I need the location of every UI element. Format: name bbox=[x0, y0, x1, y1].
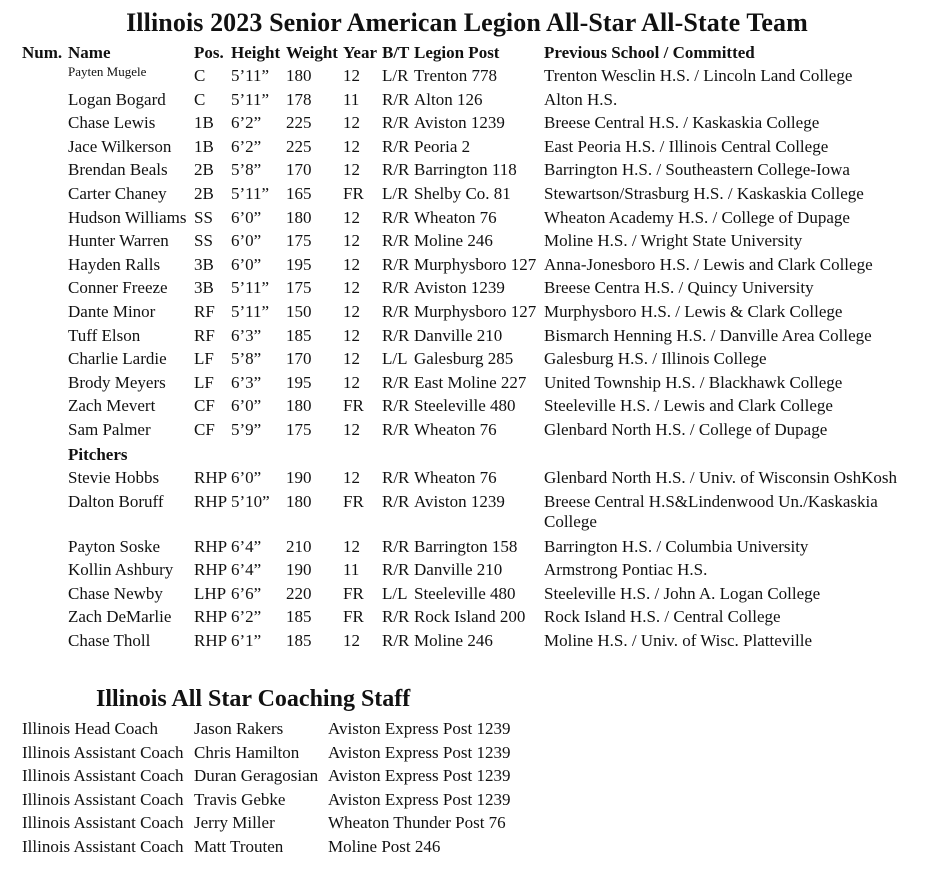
player-school: Glenbard North H.S. / College of Dupage bbox=[544, 420, 828, 439]
player-post: Wheaton 76 bbox=[414, 207, 497, 227]
player-weight: 180 bbox=[286, 396, 312, 416]
coach-role: Illinois Assistant Coach bbox=[22, 789, 184, 809]
player-post: East Moline 227 bbox=[414, 372, 527, 392]
player-school: United Township H.S. / Blackhawk College bbox=[544, 372, 843, 392]
coach-role: Illinois Head Coach bbox=[22, 719, 158, 738]
player-bt: R/R bbox=[382, 325, 410, 345]
header-bt: B/T bbox=[382, 43, 410, 62]
coach-row bbox=[0, 743, 934, 766]
header-post: Legion Post bbox=[414, 43, 500, 62]
player-pos: RF bbox=[194, 302, 215, 321]
player-school: Glenbard North H.S. / Univ. of Wisconsin OshKosh bbox=[544, 468, 897, 487]
player-post: Steeleville 480 bbox=[414, 396, 516, 416]
coach-post: Wheaton Thunder Post 76 bbox=[328, 813, 506, 833]
player-name: Tuff Elson bbox=[68, 325, 141, 345]
player-weight: 190 bbox=[286, 468, 312, 487]
player-bt: R/R bbox=[382, 160, 410, 180]
player-school: East Peoria H.S. / Illinois Central College bbox=[544, 136, 829, 156]
player-year: FR bbox=[343, 396, 364, 416]
player-name: Payton Soske bbox=[68, 537, 161, 556]
player-weight: 210 bbox=[286, 537, 312, 556]
coach-name: Matt Trouten bbox=[194, 837, 284, 856]
player-pos: 3B bbox=[194, 254, 214, 274]
player-weight: 180 bbox=[286, 207, 312, 227]
player-weight: 195 bbox=[286, 372, 312, 392]
player-year: 12 bbox=[343, 349, 360, 369]
player-weight: 180 bbox=[286, 492, 312, 511]
player-weight: 185 bbox=[286, 607, 312, 626]
player-name: Charlie Lardie bbox=[68, 349, 167, 369]
player-name: Chase Lewis bbox=[68, 113, 156, 133]
player-school: Anna-Jonesboro H.S. / Lewis and Clark College bbox=[544, 254, 873, 274]
player-weight: 175 bbox=[286, 278, 312, 298]
player-pos: 2B bbox=[194, 184, 214, 203]
player-post: Barrington 118 bbox=[414, 160, 517, 180]
table-row bbox=[0, 184, 934, 207]
player-name: Logan Bogard bbox=[68, 89, 166, 109]
player-year: 12 bbox=[343, 66, 360, 85]
player-school: Rock Island H.S. / Central College bbox=[544, 607, 781, 626]
header-year: Year bbox=[343, 43, 377, 62]
player-bt: L/R bbox=[382, 184, 409, 203]
coach-role: Illinois Assistant Coach bbox=[22, 837, 184, 856]
player-post: Barrington 158 bbox=[414, 537, 518, 556]
player-name: Zach DeMarlie bbox=[68, 607, 172, 626]
coach-role: Illinois Assistant Coach bbox=[22, 813, 184, 833]
player-name: Payten Mugele bbox=[68, 64, 147, 79]
player-bt: L/R bbox=[382, 66, 409, 85]
coach-row bbox=[0, 766, 934, 789]
player-year: 12 bbox=[343, 160, 360, 180]
header-school: Previous School / Committed bbox=[544, 43, 755, 62]
player-post: Wheaton 76 bbox=[414, 468, 497, 487]
player-name: Chase Tholl bbox=[68, 631, 151, 650]
player-pos: RHP bbox=[194, 537, 228, 556]
player-year: FR bbox=[343, 492, 364, 511]
header-pos: Pos. bbox=[194, 43, 224, 62]
player-height: 6’0” bbox=[231, 396, 262, 416]
player-year: 12 bbox=[343, 325, 360, 345]
player-weight: 225 bbox=[286, 113, 312, 133]
player-bt: R/R bbox=[382, 207, 410, 227]
player-post: Trenton 778 bbox=[414, 66, 497, 85]
coach-name: Jerry Miller bbox=[194, 813, 275, 833]
player-name: Hayden Ralls bbox=[68, 254, 161, 274]
player-height: 5’11” bbox=[231, 302, 270, 321]
player-bt: L/L bbox=[382, 584, 408, 603]
coach-post: Aviston Express Post 1239 bbox=[328, 719, 511, 738]
player-name: Sam Palmer bbox=[68, 420, 151, 439]
player-name: Brody Meyers bbox=[68, 372, 166, 392]
player-year: 11 bbox=[343, 89, 360, 109]
table-row bbox=[0, 278, 934, 301]
player-bt: R/R bbox=[382, 492, 410, 511]
pitchers-heading: Pitchers bbox=[68, 445, 128, 464]
player-bt: R/R bbox=[382, 468, 410, 487]
table-row bbox=[0, 160, 934, 183]
player-school: Moline H.S. / Wright State University bbox=[544, 231, 803, 251]
player-post: Alton 126 bbox=[414, 89, 483, 109]
player-weight: 185 bbox=[286, 325, 312, 345]
player-height: 5’8” bbox=[231, 160, 262, 180]
player-pos: RHP bbox=[194, 468, 228, 487]
player-pos: LF bbox=[194, 349, 214, 369]
coach-post: Aviston Express Post 1239 bbox=[328, 766, 511, 786]
player-pos: RHP bbox=[194, 607, 228, 626]
player-weight: 178 bbox=[286, 89, 312, 109]
player-bt: R/R bbox=[382, 231, 410, 251]
player-year: FR bbox=[343, 584, 364, 603]
player-pos: RF bbox=[194, 325, 215, 345]
player-pos: CF bbox=[194, 396, 215, 416]
player-height: 6’6” bbox=[231, 584, 262, 603]
table-row bbox=[0, 255, 934, 278]
player-post: Murphysboro 127 bbox=[414, 254, 537, 274]
player-weight: 175 bbox=[286, 231, 312, 251]
player-bt: R/R bbox=[382, 537, 410, 556]
table-header bbox=[0, 43, 934, 66]
table-row bbox=[0, 113, 934, 136]
player-height: 6’2” bbox=[231, 136, 262, 156]
player-height: 6’4” bbox=[231, 560, 262, 579]
table-row bbox=[0, 607, 934, 630]
player-post: Rock Island 200 bbox=[414, 607, 526, 626]
player-bt: R/R bbox=[382, 136, 410, 156]
player-weight: 175 bbox=[286, 420, 312, 439]
player-post: Shelby Co. 81 bbox=[414, 184, 511, 203]
player-weight: 170 bbox=[286, 349, 312, 369]
player-year: 12 bbox=[343, 468, 360, 487]
player-year: 12 bbox=[343, 113, 360, 133]
coaching-title: Illinois All Star Coaching Staff bbox=[96, 686, 411, 712]
player-school: Galesburg H.S. / Illinois College bbox=[544, 349, 767, 369]
player-pos: SS bbox=[194, 207, 213, 227]
player-name: Dante Minor bbox=[68, 302, 156, 321]
player-year: 12 bbox=[343, 372, 360, 392]
player-weight: 170 bbox=[286, 160, 312, 180]
player-school: Trenton Wesclin H.S. / Lincoln Land College bbox=[544, 66, 853, 85]
player-height: 6’0” bbox=[231, 254, 262, 274]
player-bt: R/R bbox=[382, 302, 410, 321]
player-year: 12 bbox=[343, 302, 360, 321]
player-post: Aviston 1239 bbox=[414, 113, 505, 133]
player-year: 12 bbox=[343, 254, 360, 274]
player-pos: 3B bbox=[194, 278, 214, 298]
player-school: Steeleville H.S. / John A. Logan College bbox=[544, 584, 821, 603]
player-post: Aviston 1239 bbox=[414, 492, 505, 511]
player-pos: LF bbox=[194, 372, 214, 392]
table-row bbox=[0, 584, 934, 607]
player-name: Carter Chaney bbox=[68, 184, 167, 203]
page-title: Illinois 2023 Senior American Legion All-Star All-State Team bbox=[126, 8, 808, 37]
player-school: Steeleville H.S. / Lewis and Clark College bbox=[544, 396, 833, 416]
player-year: 11 bbox=[343, 560, 360, 579]
coach-role: Illinois Assistant Coach bbox=[22, 742, 184, 762]
table-row bbox=[0, 420, 934, 443]
table-row bbox=[0, 137, 934, 160]
player-year: FR bbox=[343, 184, 364, 203]
player-name: Hunter Warren bbox=[68, 231, 169, 251]
player-bt: R/R bbox=[382, 560, 410, 579]
header-height: Height bbox=[231, 43, 281, 62]
table-row bbox=[0, 468, 934, 491]
table-row bbox=[0, 631, 934, 654]
table-row bbox=[0, 373, 934, 396]
player-height: 6’1” bbox=[231, 631, 262, 650]
player-bt: R/R bbox=[382, 420, 410, 439]
coach-name: Chris Hamilton bbox=[194, 742, 300, 762]
player-height: 6’2” bbox=[231, 607, 262, 626]
player-pos: 2B bbox=[194, 160, 214, 180]
player-weight: 195 bbox=[286, 254, 312, 274]
header-num: Num. bbox=[22, 43, 63, 62]
player-height: 6’4” bbox=[231, 537, 262, 556]
player-post: Peoria 2 bbox=[414, 136, 471, 156]
player-height: 6’0” bbox=[231, 231, 262, 251]
player-pos: RHP bbox=[194, 560, 228, 579]
table-row bbox=[0, 326, 934, 349]
coach-post: Moline Post 246 bbox=[328, 837, 441, 856]
table-row bbox=[0, 66, 934, 89]
player-school: Breese Central H.S. / Kaskaskia College bbox=[544, 113, 820, 133]
player-school: Moline H.S. / Univ. of Wisc. Platteville bbox=[544, 631, 812, 650]
table-row bbox=[0, 492, 934, 531]
player-post: Wheaton 76 bbox=[414, 420, 497, 439]
player-year: FR bbox=[343, 607, 364, 626]
coach-role: Illinois Assistant Coach bbox=[22, 766, 184, 786]
player-year: 12 bbox=[343, 537, 360, 556]
player-year: 12 bbox=[343, 207, 360, 227]
player-school: Armstrong Pontiac H.S. bbox=[544, 560, 708, 579]
coach-row bbox=[0, 837, 934, 860]
player-post: Aviston 1239 bbox=[414, 278, 505, 298]
coach-name: Jason Rakers bbox=[194, 719, 284, 738]
player-school: Barrington H.S. / Southeastern College-Iowa bbox=[544, 160, 850, 180]
player-post: Moline 246 bbox=[414, 231, 493, 251]
player-school: Barrington H.S. / Columbia University bbox=[544, 537, 809, 556]
player-name: Hudson Williams bbox=[68, 207, 187, 227]
player-pos: 1B bbox=[194, 113, 214, 133]
player-weight: 220 bbox=[286, 584, 312, 603]
player-year: 12 bbox=[343, 136, 360, 156]
player-height: 5’9” bbox=[231, 420, 262, 439]
player-weight: 180 bbox=[286, 66, 312, 85]
player-bt: R/R bbox=[382, 372, 410, 392]
coach-row bbox=[0, 790, 934, 813]
table-row bbox=[0, 396, 934, 419]
player-weight: 185 bbox=[286, 631, 312, 650]
player-height: 6’3” bbox=[231, 325, 262, 345]
coach-name: Travis Gebke bbox=[194, 789, 286, 809]
player-year: 12 bbox=[343, 278, 360, 298]
player-bt: R/R bbox=[382, 607, 410, 626]
player-bt: R/R bbox=[382, 631, 410, 650]
player-pos: C bbox=[194, 66, 206, 85]
player-weight: 165 bbox=[286, 184, 312, 203]
player-height: 6’3” bbox=[231, 372, 262, 392]
player-school: Murphysboro H.S. / Lewis & Clark College bbox=[544, 302, 843, 321]
player-pos: LHP bbox=[194, 584, 227, 603]
player-post: Moline 246 bbox=[414, 631, 493, 650]
player-year: 12 bbox=[343, 631, 360, 650]
player-bt: R/R bbox=[382, 113, 410, 133]
player-name: Jace Wilkerson bbox=[68, 136, 172, 156]
player-post: Danville 210 bbox=[414, 560, 503, 579]
player-pos: RHP bbox=[194, 492, 228, 511]
player-bt: R/R bbox=[382, 254, 410, 274]
player-year: 12 bbox=[343, 420, 360, 439]
player-school: Alton H.S. bbox=[544, 89, 618, 109]
player-weight: 150 bbox=[286, 302, 312, 321]
player-post: Danville 210 bbox=[414, 325, 503, 345]
coach-row bbox=[0, 813, 934, 836]
player-bt: L/L bbox=[382, 349, 408, 369]
player-school: Breese Central H.S&Lindenwood Un./Kaskaskia College bbox=[544, 492, 878, 531]
table-row bbox=[0, 208, 934, 231]
table-row bbox=[0, 231, 934, 254]
player-height: 5’8” bbox=[231, 349, 262, 369]
player-height: 5’11” bbox=[231, 278, 270, 298]
player-bt: R/R bbox=[382, 278, 410, 298]
player-school: Wheaton Academy H.S. / College of Dupage bbox=[544, 207, 850, 227]
header-name: Name bbox=[68, 43, 111, 62]
player-pos: C bbox=[194, 89, 206, 109]
player-pos: CF bbox=[194, 420, 215, 439]
player-height: 6’2” bbox=[231, 113, 262, 133]
player-bt: R/R bbox=[382, 396, 410, 416]
player-name: Conner Freeze bbox=[68, 278, 168, 298]
coach-row bbox=[0, 719, 934, 742]
player-year: 12 bbox=[343, 231, 360, 251]
player-pos: SS bbox=[194, 231, 213, 251]
player-height: 5’11” bbox=[231, 184, 270, 203]
player-bt: R/R bbox=[382, 89, 410, 109]
player-school: Stewartson/Strasburg H.S. / Kaskaskia College bbox=[544, 184, 864, 203]
player-height: 5’11” bbox=[231, 66, 270, 85]
table-row bbox=[0, 349, 934, 372]
player-name: Dalton Boruff bbox=[68, 492, 164, 511]
player-weight: 225 bbox=[286, 136, 312, 156]
player-name: Chase Newby bbox=[68, 584, 163, 603]
player-pos: 1B bbox=[194, 136, 214, 156]
header-weight: Weight bbox=[286, 43, 338, 62]
table-row bbox=[0, 560, 934, 583]
coach-post: Aviston Express Post 1239 bbox=[328, 742, 511, 762]
player-post: Galesburg 285 bbox=[414, 349, 514, 369]
table-row bbox=[0, 537, 934, 560]
player-name: Brendan Beals bbox=[68, 160, 168, 180]
player-school: Breese Centra H.S. / Quincy University bbox=[544, 278, 814, 298]
player-post: Steeleville 480 bbox=[414, 584, 516, 603]
table-row bbox=[0, 90, 934, 113]
player-height: 5’10” bbox=[231, 492, 270, 511]
player-name: Zach Mevert bbox=[68, 396, 156, 416]
player-name: Kollin Ashbury bbox=[68, 560, 174, 579]
player-pos: RHP bbox=[194, 631, 228, 650]
coach-post: Aviston Express Post 1239 bbox=[328, 789, 511, 809]
player-weight: 190 bbox=[286, 560, 312, 579]
player-height: 6’0” bbox=[231, 207, 262, 227]
player-name: Stevie Hobbs bbox=[68, 468, 160, 487]
coach-name: Duran Geragosian bbox=[194, 766, 319, 786]
player-post: Murphysboro 127 bbox=[414, 302, 537, 321]
table-row bbox=[0, 302, 934, 325]
player-height: 5’11” bbox=[231, 89, 270, 109]
player-height: 6’0” bbox=[231, 468, 262, 487]
player-school: Bismarch Henning H.S. / Danville Area College bbox=[544, 325, 872, 345]
